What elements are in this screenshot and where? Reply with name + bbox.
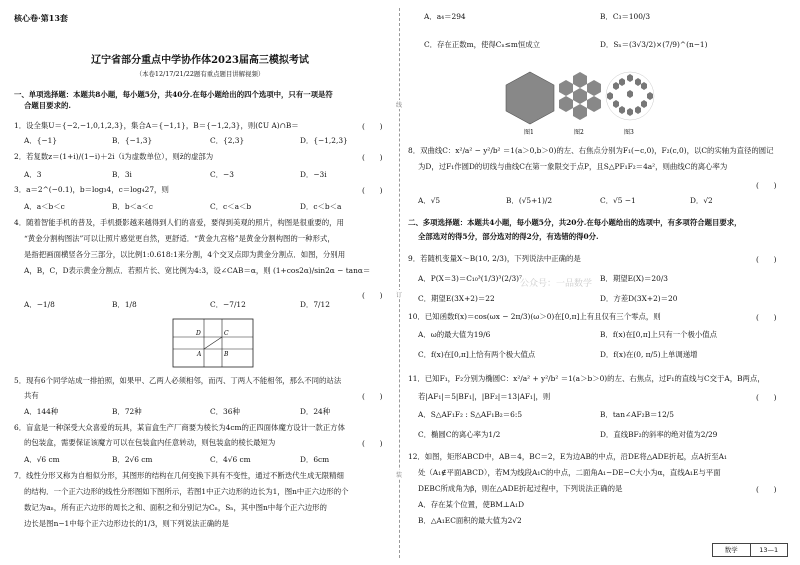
q5-line1: 5．现有6个同学站成一排拍照，如果甲、乙两人必须相邻，而丙、丁两人不能相邻，那么不同的站法 (14, 376, 342, 385)
q4-option-a: A．−1/8 (24, 300, 55, 309)
q11-answer-blank: ( ) (756, 393, 777, 402)
q12-line1: 12．如图，矩形ABCD中，AB＝4，BC＝2，E为边AB的中点，沿DE将△ADE折起，点A折至A₁ (408, 452, 727, 461)
point-a-label: A (197, 351, 202, 358)
q2-option-d: D．−3i (300, 170, 327, 179)
small-hexagon (573, 88, 587, 104)
fold-mark-3: 装 (396, 472, 403, 479)
hexagon-fig3 (606, 72, 654, 120)
q11-line1: 11．已知F₁，F₂分别为椭圆C：x²/a² + y²/b² ＝1(a＞b＞0)的左、右焦点，过F₁的直线与C交于A，B两点， (408, 374, 765, 383)
q7-line4: 边长是图n−1中每个正六边形边长的1/3，则下列说法正确的是 (24, 519, 229, 528)
small-hexagon (573, 104, 587, 120)
point-d-label: D (196, 330, 201, 337)
q1-answer-blank: ( ) (362, 122, 383, 131)
q4-option-d: D．7/12 (300, 300, 330, 309)
q10-option-c: C．f(x)在[0,π]上恰有两个极大值点 (418, 350, 536, 359)
q7-option-b: B．C₃＝100/3 (600, 12, 651, 21)
q7-option-c: C．存在正数m，使得Cₙ≤m恒成立 (424, 40, 541, 49)
q1-option-d: D．{−1,2,3} (300, 136, 348, 145)
q9-option-c: C．期望E(3X+2)＝22 (418, 294, 495, 303)
q8-option-c: C．√5 −1 (600, 196, 636, 205)
q2-answer-blank: ( ) (362, 153, 383, 162)
page-title: 辽宁省部分重点中学协作体2023届高三模拟考试 (91, 55, 309, 66)
q10-option-a: A．ω的最大值为19/6 (418, 330, 491, 339)
q4-golden-grid-figure (172, 318, 254, 368)
section1-heading: 一、单项选择题：本题共8小题，每小题5分，共40分.在每小题给出的四个选项中，只有一项是符 (14, 90, 333, 99)
q12-line3: DEBC所成角为β，则在△ADE折起过程中，下列说法正确的是 (418, 484, 623, 493)
q5-option-a: A．144种 (24, 407, 59, 416)
q7-line1: 7．线性分形又称为自相似分形，其图形的结构在几何变换下具有不变性，通过不断迭代生成无限精细 (14, 471, 344, 480)
q12-option-a: A．存在某个位置，使BM⊥A₁D (418, 500, 525, 509)
right-column (400, 0, 800, 565)
q5-option-b: B．72种 (112, 407, 142, 416)
q11-option-c: C．椭圆C的离心率为1/2 (418, 430, 501, 439)
q6-option-d: D．6cm (300, 455, 330, 464)
q3-option-a: A．a＜b＜c (24, 202, 65, 211)
q8-line1: 8．双曲线C：x²/a² − y²/b² ＝1(a＞0,b＞0)的左、右焦点分别为F₁(−c,0)，F₂(c,0)，以C的实轴为直径的圆记 (408, 146, 774, 155)
small-hexagon (573, 72, 587, 88)
fig3-caption: 图3 (624, 129, 634, 136)
q6-line1: 6．盲盒是一种深受大众喜爱的玩具，某盲盒生产厂商要为棱长为4cm的正四面体魔方设计一款正方体 (14, 423, 345, 432)
q12-option-b: B．△A₁EC面积的最大值为2√2 (418, 516, 522, 525)
q4-answer-blank: ( ) (362, 291, 383, 300)
q5-line2: 共有 (24, 391, 39, 400)
q2-option-c: C．−3 (210, 170, 234, 179)
q3-answer-blank: ( ) (362, 186, 383, 195)
q9-answer-blank: ( ) (756, 255, 777, 264)
point-c-label: C (224, 330, 229, 337)
q6-option-b: B．2√6 cm (112, 455, 153, 464)
q12-line2: 处（A₁∉平面ABCD），若M为线段A₁C的中点，二面角A₁−DE−C大小为α，直线A₁E与平面 (418, 468, 721, 477)
q5-answer-blank: ( ) (362, 392, 383, 401)
q3-stem: 3．a＝2^(−0.1)，b＝log₃4，c＝log₄27，则 (14, 185, 169, 194)
q8-option-d: D．√2 (690, 196, 713, 205)
footer-subject: 数学 (724, 546, 738, 554)
q6-option-c: C．4√6 cm (210, 455, 251, 464)
q5-option-d: D．24种 (300, 407, 331, 416)
q5-option-c: C．36种 (210, 407, 240, 416)
q4-line1: 4．随着智能手机的普及，手机摄影越来越得到人们的喜爱，要得到美观的照片，构图是很重要的，用 (14, 218, 344, 227)
q3-option-b: B．b＜a＜c (112, 202, 153, 211)
diag-ac (204, 337, 222, 349)
q11-option-d: D．直线BF₂的斜率的绝对值为2/29 (600, 430, 718, 439)
q4-line3: 是指把画面横竖各分三部分，以比例1:0.618:1来分割，4个交叉点即为黄金分割点．如图，分别用 (24, 250, 346, 259)
q2-stem: 2．若复数z＝(1+i)/(1−i)＋2i（i为虚数单位），则z̄的虚部为 (14, 152, 214, 161)
hexagon-fig1 (506, 72, 554, 124)
page-subtitle: （本卷12/17/21/22题有重点题目讲解视频） (135, 70, 265, 78)
q7-option-d: D．Sₙ＝(3√3/2)×(7/9)^(n−1) (600, 40, 708, 49)
fold-mark-1: 线 (396, 102, 403, 109)
point-b-label: B (224, 351, 229, 358)
q7-fractal-figures (500, 70, 660, 136)
small-hexagon (587, 80, 601, 96)
q9-option-b: B．期望E(X)＝20/3 (600, 274, 669, 283)
q11-option-b: B．tan∠AF₂B＝12/5 (600, 410, 674, 419)
q10-option-b: B．f(x)在[0,π]上只有一个极小值点 (600, 330, 718, 339)
fig1-caption: 图1 (524, 129, 534, 136)
q3-option-d: D．c＜b＜a (300, 202, 342, 211)
q4-line4: A，B，C，D表示黄金分割点．若照片长、宽比例为4:3，设∠CAB＝α，则 (1+cos2α)/sin2α − tanα＝ (24, 266, 371, 275)
q6-answer-blank: ( ) (362, 439, 383, 448)
q7-line2: 的结构．一个正六边形的线性分形图如下图所示，若图1中正六边形的边长为1，图n中正六边形的个 (24, 487, 349, 496)
hexagon-fig2 (559, 72, 601, 120)
q9-option-a: A．P(X＝3)＝C₁₀³(1/3)³(2/3)⁷ (418, 274, 523, 283)
set-label: 核心卷·第13套 (14, 13, 68, 23)
q10-option-d: D．f(x)在(0, π/5)上单调递增 (600, 350, 698, 359)
q12-answer-blank: ( ) (756, 485, 777, 494)
q7-line3: 数记为aₙ，所有正六边形的周长之和、面积之和分别记为Cₙ，Sₙ，其中图n中每个正六边形的 (24, 503, 327, 512)
q4-option-b: B．1/8 (112, 300, 137, 309)
q1-option-a: A．{−1} (24, 136, 58, 145)
q8-option-a: A．√5 (418, 196, 441, 205)
q11-line2: 若|AF₁|＝5|BF₁|，|BF₂|＝13|AF₁|，则 (418, 392, 551, 401)
q1-option-b: B．{−1,3} (112, 136, 153, 145)
fig2-caption: 图2 (574, 129, 584, 136)
q1-option-c: C．{2,3} (210, 136, 245, 145)
q4-line2: “黄金分割构图法”可以让照片感觉更自然，更舒适．“黄金九宫格”是黄金分割构图的一种形式， (24, 234, 335, 243)
q3-option-c: C．c＜a＜b (210, 202, 252, 211)
q2-option-b: B．3i (112, 170, 132, 179)
q8-line2: 为D，过F₁作圆D的切线与曲线C在第一象限交于点P，且S△PF₁F₂＝4a²，则曲线C的离心率为 (418, 162, 728, 171)
q1-stem: 1．设全集U＝{−2,−1,0,1,2,3}，集合A＝{−1,1}，B＝{−1,2,3}，则(∁U A)∩B＝ (14, 121, 299, 130)
q11-option-a: A．S△AF₁F₂ : S△AF₁B₂＝6:5 (418, 410, 523, 419)
q7-option-a: A．a₄＝294 (424, 12, 466, 21)
small-hexagon (559, 96, 573, 112)
small-hexagon (587, 96, 601, 112)
watermark: 公众号：一品数学 (520, 279, 593, 289)
page-footer (712, 543, 788, 557)
q4-option-c: C．−7/12 (210, 300, 246, 309)
q6-line2: 的包装盒，需要保证该魔方可以在包装盒内任意转动，则包装盒的棱长最短为 (24, 438, 276, 447)
q10-answer-blank: ( ) (756, 313, 777, 322)
small-hexagon (559, 80, 573, 96)
footer-page-number: 13—1 (750, 544, 788, 556)
q8-answer-blank: ( ) (756, 181, 777, 190)
section2-heading: 二、多项选择题：本题共4小题，每小题5分，共20分.在每小题给出的选项中，有多项符合题目要求， (408, 218, 742, 227)
q8-option-b: B．(√5+1)/2 (506, 196, 553, 205)
q9-stem: 9．若随机变量X～B(10, 2/3)，下列说法中正确的是 (408, 254, 581, 263)
q2-option-a: A．3 (24, 170, 42, 179)
q10-stem: 10．已知函数f(x)＝cos(ωx − 2π/3)(ω＞0)在[0,π]上有且仅有三个零点，则 (408, 312, 661, 321)
q6-option-a: A．√6 cm (24, 455, 60, 464)
fold-mark-2: 订 (396, 292, 403, 299)
section2-heading-cont: 全部选对的得5分，部分选对的得2分，有选错的得0分. (418, 232, 599, 241)
section1-heading-cont: 合题目要求的. (24, 101, 71, 110)
q9-option-d: D．方差D(3X+2)＝20 (600, 294, 678, 303)
